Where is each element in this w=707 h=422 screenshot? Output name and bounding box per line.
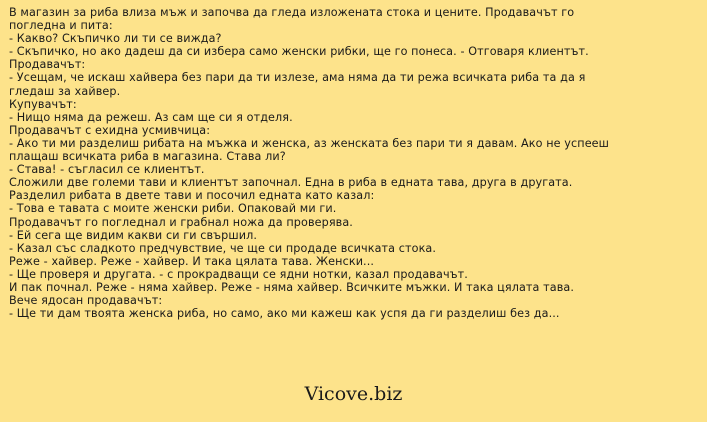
joke-line: - Ще проверя и другата. - с прокрадващи се ядни нотки, казал продавачът. — [9, 267, 468, 281]
joke-line: Сложили две големи тави и клиентът започнал. Една в риба в едната тава, друга в другата. — [9, 176, 573, 190]
joke-line: Купувачът: — [9, 97, 77, 111]
joke-line: погледна и пита: — [9, 19, 113, 33]
joke-line: - Нищо няма да режеш. Аз сам ще си я отделя. — [9, 110, 293, 124]
joke-line: - Ще ти дам твоята женска риба, но само, ако ми кажеш как успя да ги разделиш без да... — [9, 307, 560, 321]
joke-line: Продавачът: — [9, 58, 86, 72]
joke-line: Вече ядосан продавачът: — [9, 294, 163, 308]
site-brand-watermark: Vicove.biz — [304, 383, 403, 405]
joke-line: - Това е тавата с моите женски риби. Опаковай ми ги. — [9, 202, 337, 216]
joke-line: Продавачът с ехидна усмивчица: — [9, 123, 211, 137]
joke-line: гледаш за хайвер. — [9, 84, 121, 98]
joke-line: И пак почнал. Реже - няма хайвер. Реже - няма хайвер. Всичките мъжки. И така цялата тава. — [9, 280, 575, 294]
joke-line: - Усещам, че искаш хайвера без пари да ти излезе, ама няма да ти режа всичката риба та да я — [9, 71, 586, 85]
joke-line: - Става! - съгласил се клиентът. — [9, 163, 205, 177]
joke-text — [9, 6, 701, 320]
joke-line: - Ако ти ми разделиш рибата на мъжка и женска, аз женската без пари ти я давам. Ако не успееш — [9, 136, 609, 150]
joke-line: - Ей сега ще видим какви си ги свършил. — [9, 228, 257, 242]
joke-line: Реже - хайвер. Реже - хайвер. И така цялата тава. Женски... — [9, 254, 375, 268]
joke-line: - Какво? Скъпичко ли ти се вижда? — [9, 32, 222, 46]
joke-line: - Скъпичко, но ако дадеш да си избера само женски рибки, ще го понеса. - Отговаря клиентът. — [9, 45, 589, 59]
joke-line: Разделил рибата в двете тави и посочил едната като казал: — [9, 189, 375, 203]
joke-line: - Казал със сладкото предчувствие, че ще си продаде всичката стока. — [9, 241, 437, 255]
joke-line: В магазин за риба влиза мъж и започва да гледа изложената стока и цените. Продавачът го — [9, 6, 575, 19]
joke-line: Продавачът го погледнал и грабнал ножа да проверява. — [9, 215, 353, 229]
joke-line: плащаш всичката риба в магазина. Става ли? — [9, 150, 286, 164]
